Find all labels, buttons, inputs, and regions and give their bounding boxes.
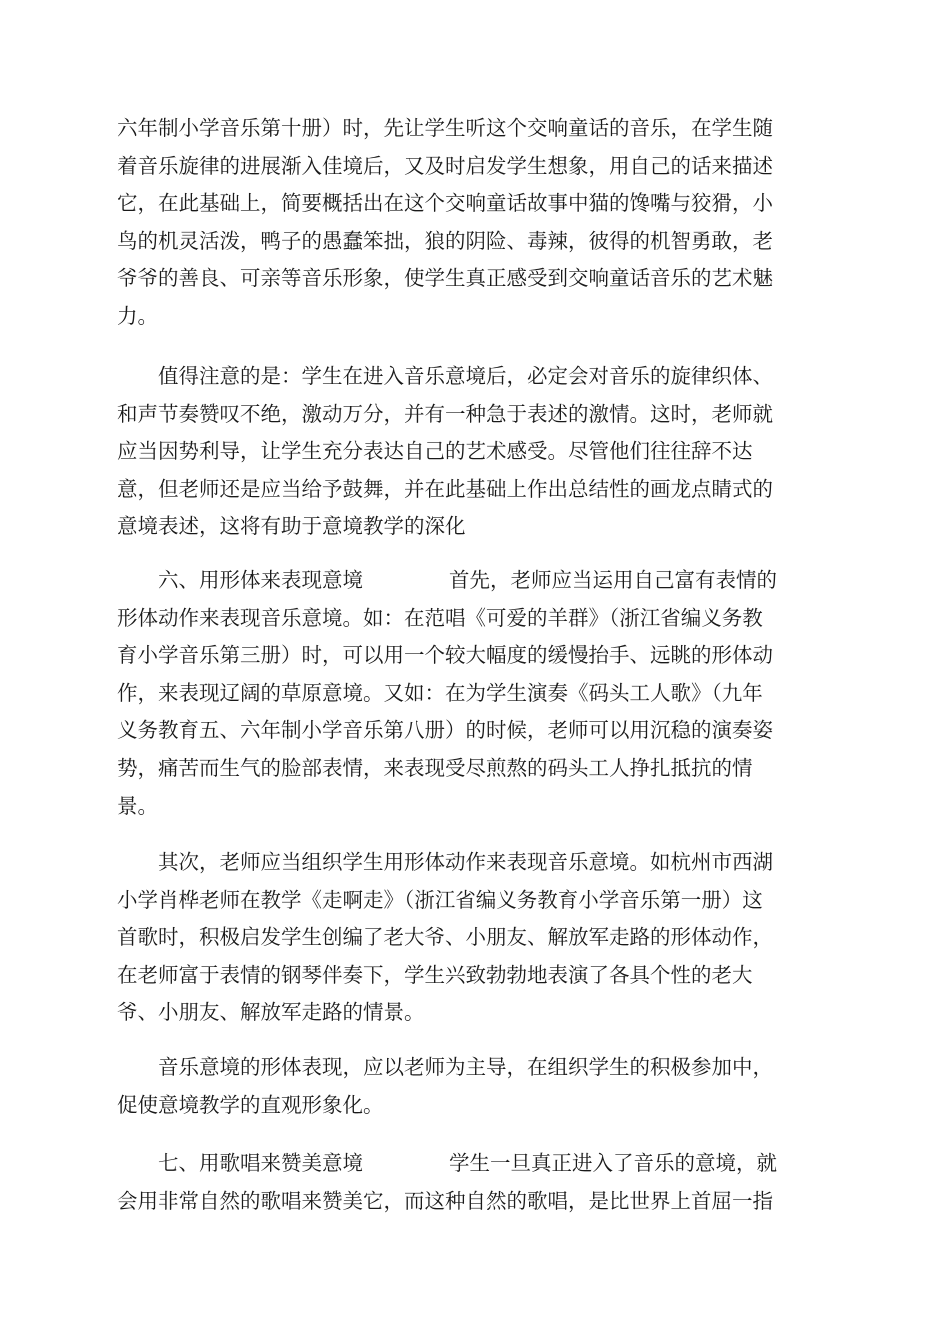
text-line: 在老师富于表情的钢琴伴奏下，学生兴致勃勃地表演了各具个性的老大 [117,962,753,987]
text-line: 势，痛苦而生气的脸部表情，来表现受尽煎熬的码头工人挣扎抵抗的情 [117,755,753,780]
text-line: 首歌时，积极启发学生创编了老大爷、小朋友、解放军走路的形体动作， [117,925,773,950]
text-line: 会用非常自然的歌唱来赞美它，而这种自然的歌唱，是比世界上首屈一指 [117,1188,773,1213]
text-line: 意境表述，这将有助于意境教学的深化 [117,514,466,539]
text-line: 小学肖桦老师在教学《走啊走》（浙江省编义务教育小学音乐第一册）这 [117,887,763,912]
paragraph-section-seven [117,1145,837,1220]
paragraph-noteworthy [117,358,837,546]
text-line: 着音乐旋律的进展渐入佳境后，又及时启发学生想象，用自己的话来描述 [117,153,773,178]
text-line: 义务教育五、六年制小学音乐第八册）的时候，老师可以用沉稳的演奏姿 [117,718,773,743]
text-line [117,1145,837,1183]
text-line [117,562,837,600]
text-line: 作，来表现辽阔的草原意境。又如：在为学生演奏《码头工人歌》（九年 [117,680,763,705]
section-lead-text: 首先，老师应当运用自己富有表情的 [449,568,777,592]
text-line: 景。 [117,793,158,818]
paragraph-section-six [117,562,837,825]
text-line: 六年制小学音乐第十册）时，先让学生听这个交响童话的音乐，在学生随 [117,116,773,140]
text-line: 促使意境教学的直观形象化。 [117,1092,384,1117]
section-lead-text: 学生一旦真正进入了音乐的意境，就 [449,1151,777,1175]
text-line: 形体动作来表现音乐意境。如：在范唱《可爱的羊群》（浙江省编义务教 [117,605,763,630]
paragraph-body-expression [117,1049,837,1124]
text-line: 爷、小朋友、解放军走路的情景。 [117,1000,425,1025]
text-line: 育小学音乐第三册）时，可以用一个较大幅度的缓慢抬手、远眺的形体动 [117,643,773,668]
paragraph-secondly [117,844,837,1032]
section-heading: 七、用歌唱来赞美意境 [117,1151,363,1175]
paragraph-peter-and-wolf [117,110,837,336]
text-line: 音乐意境的形体表现，应以老师为主导，在组织学生的积极参加中， [117,1055,773,1079]
text-line: 意，但老师还是应当给予鼓舞，并在此基础上作出总结性的画龙点睛式的 [117,476,773,501]
text-line: 其次，老师应当组织学生用形体动作来表现音乐意境。如杭州市西湖 [117,850,773,874]
text-line: 值得注意的是：学生在进入音乐意境后，必定会对音乐的旋律织体、 [117,364,773,388]
text-line: 爷爷的善良、可亲等音乐形象，使学生真正感受到交响童话音乐的艺术魅 [117,266,773,291]
text-line: 它，在此基础上，简要概括出在这个交响童话故事中猫的馋嘴与狡猾，小 [117,191,773,216]
text-line: 应当因势利导，让学生充分表达自己的艺术感受。尽管他们往往辞不达 [117,439,753,464]
text-line: 和声节奏赞叹不绝，激动万分，并有一种急于表述的激情。这时，老师就 [117,401,773,426]
text-line: 鸟的机灵活泼，鸭子的愚蠢笨拙，狼的阴险、毒辣，彼得的机智勇敢，老 [117,228,773,253]
text-line: 力。 [117,303,158,328]
section-heading: 六、用形体来表现意境 [117,568,363,592]
